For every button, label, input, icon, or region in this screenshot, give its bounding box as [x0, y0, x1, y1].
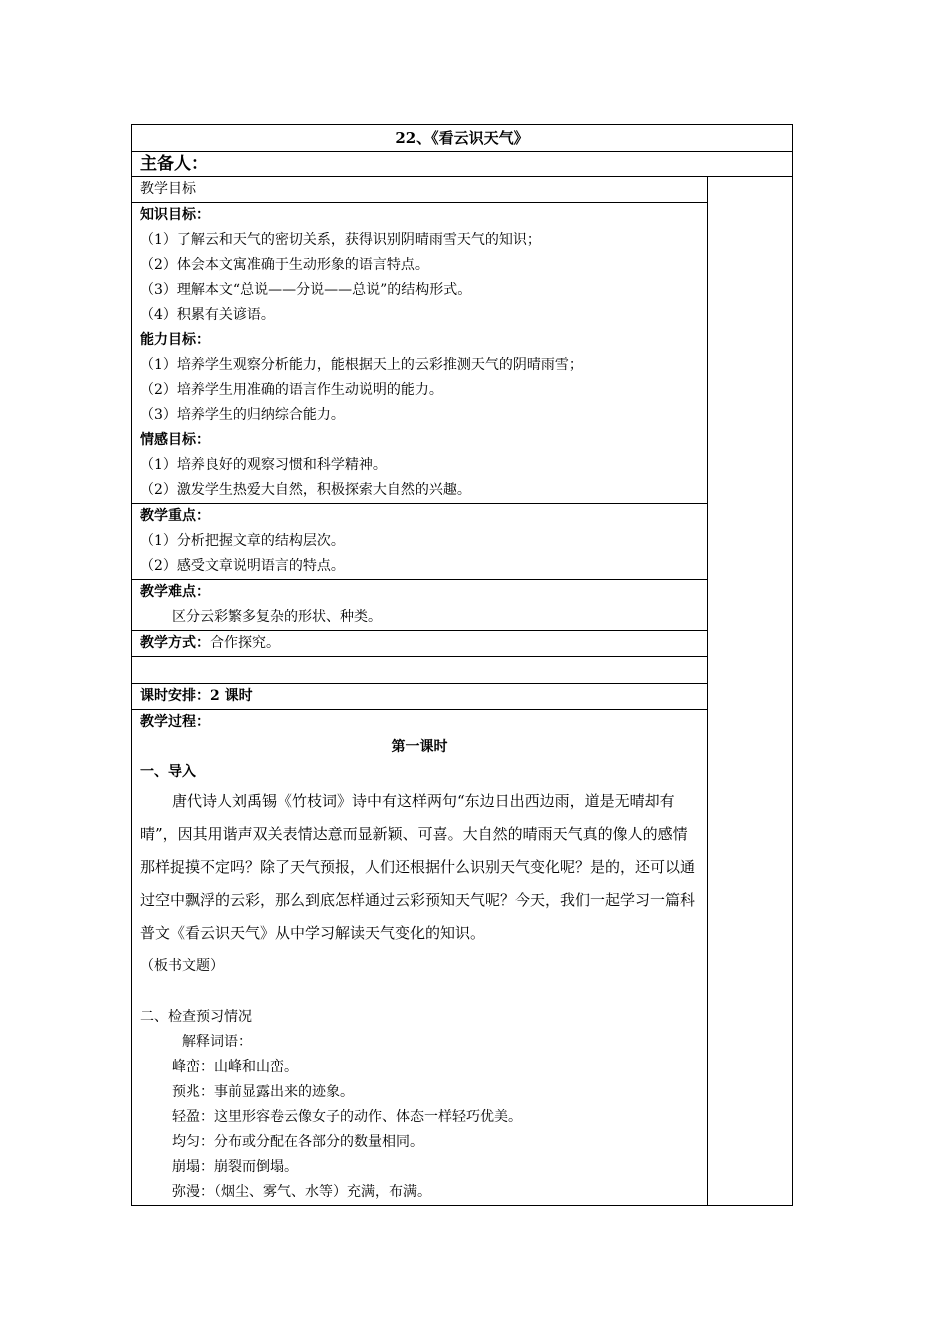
list-item: （1）了解云和天气的密切关系，获得识别阴晴雨雪天气的知识；: [140, 232, 541, 248]
list-item: （2）体会本文寓准确于生动形象的语言特点。: [140, 257, 429, 273]
list-item: （1）培养良好的观察习惯和科学精神。: [140, 457, 387, 473]
teaching-goals-heading: 教学目标: [132, 177, 708, 203]
difficulty-heading: 教学难点：: [140, 584, 210, 600]
vocab-heading: 解释词语：: [182, 1034, 252, 1050]
goals-section: [132, 203, 708, 504]
method-label: 教学方式：: [140, 635, 210, 651]
lesson-plan-table: [131, 124, 793, 1206]
key-points-heading: 教学重点：: [140, 508, 210, 524]
method-section: [132, 631, 708, 657]
vocab-item: 均匀：分布或分配在各部分的数量相同。: [172, 1134, 424, 1150]
ability-goals-heading: 能力目标：: [140, 332, 210, 348]
vocab-item: 崩塌：崩裂而倒塌。: [172, 1159, 298, 1175]
lesson-title: 第一课时: [391, 739, 448, 755]
intro-paragraph: 唐代诗人刘禹锡《竹枝词》诗中有这样两句“东边日出西边雨，道是无晴却有晴”，因其用谐声双关表情达意而显新颖、可喜。大自然的晴雨天气真的像人的感情那样捉摸不定吗？除了天气预报，人们还根据什么识别天气变化呢？是的，还可以通过空中飘浮的云彩，那么到底怎样通过云彩预知天气呢？今天，我们一起学习一篇科普文《看云识天气》从中学习解读天气变化的知识。: [140, 792, 696, 942]
board-note: （板书文题）: [140, 958, 224, 974]
schedule-row: 课时安排：2 课时: [132, 684, 708, 710]
list-item: （4）积累有关谚语。: [140, 307, 275, 323]
list-item: （2）激发学生热爱大自然，积极探索大自然的兴趣。: [140, 482, 471, 498]
difficulty-section: [132, 580, 708, 631]
list-item: （1）培养学生观察分析能力，能根据天上的云彩推测天气的阴晴雨雪；: [140, 357, 583, 373]
knowledge-goals-heading: 知识目标：: [140, 207, 210, 223]
list-item: （2）感受文章说明语言的特点。: [140, 558, 345, 574]
blank-row: [132, 657, 708, 684]
key-points-section: [132, 504, 708, 580]
vocab-item: 峰峦：山峰和山峦。: [172, 1059, 298, 1075]
preparer-label: 主备人：: [132, 152, 793, 177]
spacer: [140, 983, 699, 1005]
vocab-item: 轻盈：这里形容卷云像女子的动作、体态一样轻巧优美。: [172, 1109, 522, 1125]
list-item: （3）理解本文“总说——分说——总说”的结构形式。: [140, 282, 472, 298]
lesson-plan: [131, 124, 792, 1206]
list-item: （1）分析把握文章的结构层次。: [140, 533, 345, 549]
method-value: 合作探究。: [210, 635, 280, 651]
section-preview-heading: 二、检查预习情况: [140, 1009, 252, 1025]
process-section: [132, 710, 708, 1206]
vocab-item: 预兆：事前显露出来的迹象。: [172, 1084, 354, 1100]
difficulty-text: 区分云彩繁多复杂的形状、种类。: [172, 609, 382, 625]
process-heading: 教学过程：: [140, 714, 210, 730]
side-notes-column: [708, 177, 793, 1206]
list-item: （2）培养学生用准确的语言作生动说明的能力。: [140, 382, 443, 398]
section-intro-heading: 一、导入: [140, 764, 196, 780]
vocab-item: 弥漫：（烟尘、雾气、水等）充满，布满。: [172, 1184, 431, 1200]
list-item: （3）培养学生的归纳综合能力。: [140, 407, 345, 423]
document-title: 22、《看云识天气》: [132, 125, 793, 152]
emotion-goals-heading: 情感目标：: [140, 432, 210, 448]
